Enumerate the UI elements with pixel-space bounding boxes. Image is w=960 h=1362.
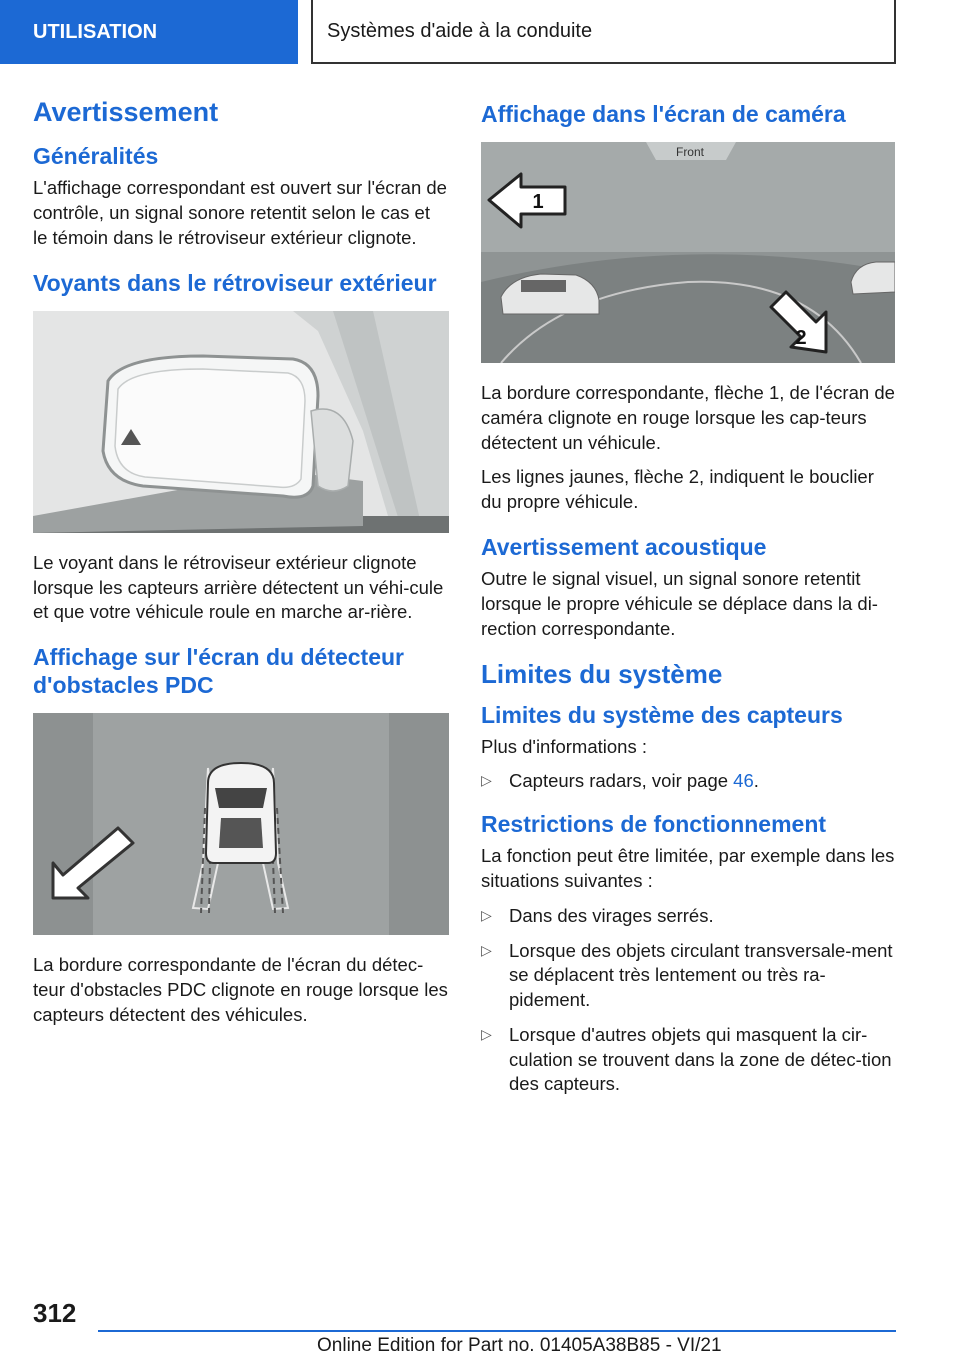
list-item: ▷ Lorsque des objets circulant transversale-ment se déplacent très lentement ou très ra-pidement. bbox=[481, 939, 893, 1011]
camera-label-front: Front bbox=[675, 145, 705, 160]
heading-restrictions: Restrictions de fonctionnement bbox=[481, 811, 827, 838]
triangle-bullet-icon: ▷ bbox=[481, 1025, 492, 1042]
camera-label-1: 1 bbox=[532, 191, 544, 214]
page-link[interactable]: 46 bbox=[733, 770, 754, 792]
paragraph-voyants: Le voyant dans le rétroviseur extérieur clignote lorsque les capteurs arrière détectent un véhi-cule et que votre véhicule roule en marche ar-rière. bbox=[33, 551, 444, 623]
car-top-view bbox=[206, 763, 276, 863]
heading-voyants: Voyants dans le rétroviseur extérieur bbox=[33, 269, 437, 296]
heading-avertissement: Avertissement bbox=[33, 97, 219, 127]
paragraph-camera-2: Les lignes jaunes, flèche 2, indiquent le bouclier du propre véhicule. bbox=[481, 466, 874, 513]
section-tab: UTILISATION bbox=[0, 0, 298, 64]
paragraph-camera-1: La bordure correspondante, flèche 1, de l'écran de caméra clignote en rouge lorsque les cap-teurs détectent un véhicule. bbox=[481, 382, 895, 453]
restrictions-list bbox=[481, 904, 897, 1097]
mirror-illustration bbox=[33, 311, 449, 533]
paragraph-acoustique: Outre le signal visuel, un signal sonore retentit lorsque le propre véhicule se déplace dans la di-rection correspondante. bbox=[481, 568, 878, 639]
camera-illustration bbox=[481, 142, 895, 363]
heading-acoustique: Avertissement acoustique bbox=[481, 533, 767, 560]
heading-limites-capteurs: Limites du système des capteurs bbox=[481, 701, 843, 728]
triangle-bullet-icon: ▷ bbox=[481, 906, 492, 923]
capteurs-list bbox=[481, 769, 897, 794]
footer-divider bbox=[98, 1330, 896, 1332]
list-item: ▷ Capteurs radars, voir page 46. bbox=[481, 770, 759, 792]
page-number: 312 bbox=[33, 1298, 77, 1328]
edition-text: Online Edition for Part no. 01405A38B85 - VI/21 bbox=[317, 1335, 722, 1356]
list-item: ▷ Dans des virages serrés. bbox=[481, 904, 714, 926]
triangle-bullet-icon: ▷ bbox=[481, 772, 492, 789]
camera-label-2: 2 bbox=[795, 327, 807, 350]
right-column bbox=[481, 100, 897, 1107]
heading-limites: Limites du système bbox=[481, 659, 723, 690]
heading-generalites: Généralités bbox=[33, 143, 159, 170]
list-item: ▷ Lorsque d'autres objets qui masquent la cir-culation se trouvent dans la zone de détec-tion des capteurs. bbox=[481, 1023, 892, 1095]
left-column bbox=[33, 96, 449, 1038]
heading-camera: Affichage dans l'écran de caméra bbox=[481, 101, 846, 127]
heading-pdc: Affichage sur l'écran du détecteur d'obstacles PDC bbox=[33, 644, 405, 699]
paragraph-generalites: L'affichage correspondant est ouvert sur l'écran de contrôle, un signal sonore retentit selon le cas et le témoin dans le rétroviseur extérieur clignote. bbox=[33, 177, 447, 248]
paragraph-pdc: La bordure correspondante de l'écran du détec-teur d'obstacles PDC clignote en rouge lorsque les capteurs détectent des véhicules. bbox=[33, 954, 448, 1025]
paragraph-plus-info: Plus d'informations : bbox=[481, 735, 647, 757]
chapter-title: Systèmes d'aide à la conduite bbox=[311, 0, 896, 64]
page-header bbox=[0, 0, 960, 66]
triangle-bullet-icon: ▷ bbox=[481, 941, 492, 958]
paragraph-restrictions: La fonction peut être limitée, par exemple dans les situations suivantes : bbox=[481, 845, 895, 891]
pdc-illustration bbox=[33, 713, 449, 935]
